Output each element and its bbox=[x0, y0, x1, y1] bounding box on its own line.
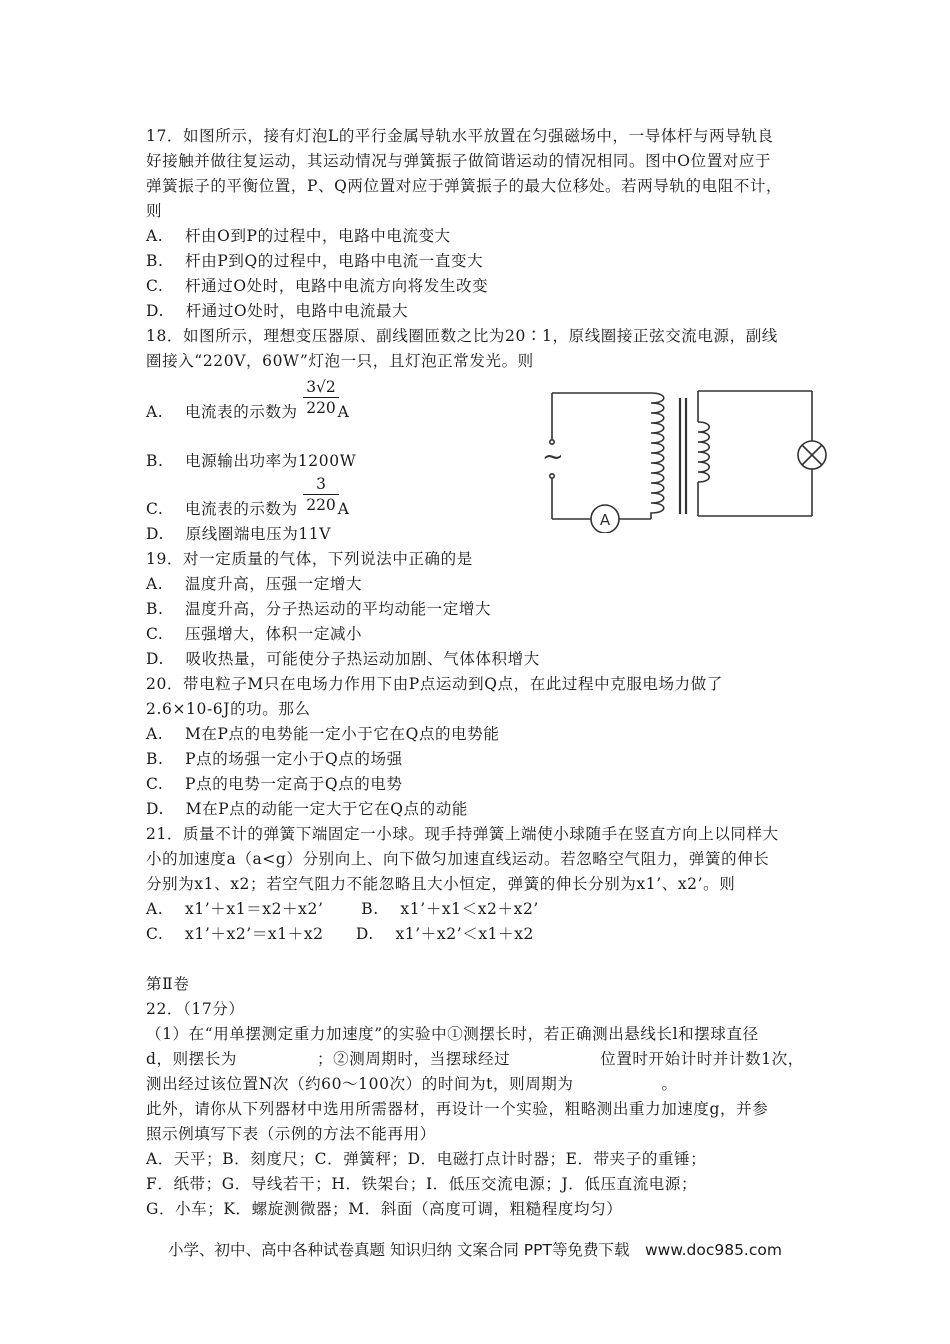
q22-equipment-line-1: A．天平；B．刻度尺；C．弹簧秤；D．电磁打点计时器；E．带夹子的重锤； bbox=[146, 1150, 707, 1168]
q20-line-1: 20．带电粒子M只在电场力作用下由P点运动到Q点，在此过程中克服电场力做了 bbox=[146, 675, 723, 693]
q19-stem: 19．对一定质量的气体，下列说法中正确的是 bbox=[146, 550, 473, 568]
q18-option-a-prefix: A. 电流表的示数为 bbox=[146, 403, 298, 421]
q18-option-c-fraction bbox=[303, 475, 339, 514]
part2-title: 第Ⅱ卷 bbox=[146, 975, 190, 993]
q21-line-3: 分别为x1、x2；若空气阻力不能忽略且大小恒定，弹簧的伸长分别为x1’、x2’。则 bbox=[146, 875, 736, 893]
q17-option-d: D. 杆通过O处时，电路中电流最大 bbox=[146, 302, 409, 320]
q22-sub1-line-3-a: 测出经过该位置N次（约60～100次）的时间为t，则周期为 bbox=[146, 1075, 574, 1093]
q21-options-row-2: C. x1’＋x2’＝x1＋x2 D. x1’＋x2’＜x1＋x2 bbox=[146, 925, 535, 943]
q18-option-d: D. 原线圈端电压为11V bbox=[146, 525, 332, 543]
q17-option-a: A. 杆由O到P的过程中，电路中电流变大 bbox=[146, 227, 451, 245]
q22-equipment-line-2: F．纸带；G．导线若干；H．铁架台；I．低压交流电源；J．低压直流电源； bbox=[146, 1175, 698, 1193]
q20-option-d: D. M在P点的动能一定大于它在Q点的动能 bbox=[146, 800, 468, 818]
q22-sub1-line-2-a: d，则摆长为 bbox=[146, 1050, 238, 1068]
q17-line-3: 弹簧振子的平衡位置，P、Q两位置对应于弹簧振子的最大位移处。若两导轨的电阻不计， bbox=[146, 177, 783, 195]
q17-line-2: 好接触并做往复运动，其运动情况与弹簧振子做简谐运动的情况相同。图中O位置对应于 bbox=[146, 152, 772, 170]
q19-option-c: C. 压强增大，体积一定减小 bbox=[146, 625, 363, 643]
q22-sub1-line-2-c: 位置时开始计时并计数1次， bbox=[600, 1050, 804, 1068]
q22-sub1-line-3 bbox=[146, 1072, 678, 1097]
page-footer: 小学、初中、高中各种试卷真题 知识归纳 文案合同 PPT等免费下载 www.doc985.com bbox=[168, 1241, 782, 1259]
ammeter-label: A bbox=[599, 511, 611, 529]
q22-heading: 22．（17分） bbox=[146, 1000, 245, 1018]
q22-line-5: 照示例填写下表（示例的方法不能再用） bbox=[146, 1125, 436, 1143]
q22-line-4: 此外，请你从下列器材中选用所需器材，再设计一个实验，粗略测出重力加速度g，并参 bbox=[146, 1100, 769, 1118]
q19-option-a: A. 温度升高，压强一定增大 bbox=[146, 575, 363, 593]
q20-option-a: A. M在P点的电势能一定小于它在Q点的电势能 bbox=[146, 725, 500, 743]
q18-option-c-prefix: C. 电流表的示数为 bbox=[146, 500, 298, 518]
q18-option-a-unit: A bbox=[337, 403, 350, 421]
q18-option-c-denominator: 220 bbox=[306, 496, 336, 514]
q22-equipment-line-3: G．小车；K．螺旋测微器；M．斜面（高度可调，粗糙程度均匀） bbox=[146, 1200, 623, 1218]
q20-option-c: C. P点的电势一定高于Q点的电势 bbox=[146, 775, 403, 793]
q17-line-4: 则 bbox=[146, 202, 163, 220]
q18-option-a-fraction bbox=[303, 378, 339, 417]
q18-option-c-numerator: 3 bbox=[303, 475, 339, 495]
q20-line-2: 2.6×10-6J的功。那么 bbox=[146, 700, 311, 718]
transformer-circuit-figure bbox=[540, 388, 840, 533]
q19-option-d: D. 吸收热量，可能使分子热运动加剧、气体体积增大 bbox=[146, 650, 540, 668]
q19-option-b: B. 温度升高，分子热运动的平均动能一定增大 bbox=[146, 600, 492, 618]
q20-option-b: B. P点的场强一定小于Q点的场强 bbox=[146, 750, 403, 768]
q17-line-1: 17．如图所示，接有灯泡L的平行金属导轨水平放置在匀强磁场中，一导体杆与两导轨良 bbox=[146, 127, 774, 145]
q21-line-1: 21．质量不计的弹簧下端固定一小球。现手持弹簧上端使小球随手在竖直方向上以同样大 bbox=[146, 825, 779, 843]
q21-line-2: 小的加速度a（a<g）分别向上、向下做匀加速直线运动。若忽略空气阻力，弹簧的伸长 bbox=[146, 850, 770, 868]
q22-sub1-line-2-b: ；②测周期时，当摆球经过 bbox=[317, 1050, 511, 1068]
q22-sub1-line-2 bbox=[146, 1047, 804, 1072]
q18-option-c-unit: A bbox=[337, 500, 350, 518]
q17-option-c: C. 杆通过O处时，电路中电流方向将发生改变 bbox=[146, 277, 489, 295]
q21-options-row-1: A. x1’＋x1＝x2＋x2’ B. x1’＋x1＜x2＋x2’ bbox=[146, 900, 539, 918]
q18-option-a-denominator: 220 bbox=[306, 399, 336, 417]
q18-option-b: B. 电源输出功率为1200W bbox=[146, 452, 357, 470]
q17-option-b: B. 杆由P到Q的过程中，电路中电流一直变大 bbox=[146, 252, 484, 270]
q22-sub1-line-1: （1）在“用单摆测定重力加速度”的实验中①测摆长时，若正确测出悬线长l和摆球直径 bbox=[146, 1025, 759, 1043]
q22-sub1-line-3-b: 。 bbox=[661, 1075, 678, 1093]
ac-source-symbol: ~ bbox=[542, 442, 564, 472]
q18-option-a-numerator: 3√2 bbox=[303, 378, 339, 398]
q18-line-2: 圈接入“220V，60W”灯泡一只，且灯泡正常发光。则 bbox=[146, 352, 534, 370]
q18-line-1: 18．如图所示，理想变压器原、副线圈匝数之比为20∶1，原线圈接正弦交流电源，副线 bbox=[146, 327, 778, 345]
